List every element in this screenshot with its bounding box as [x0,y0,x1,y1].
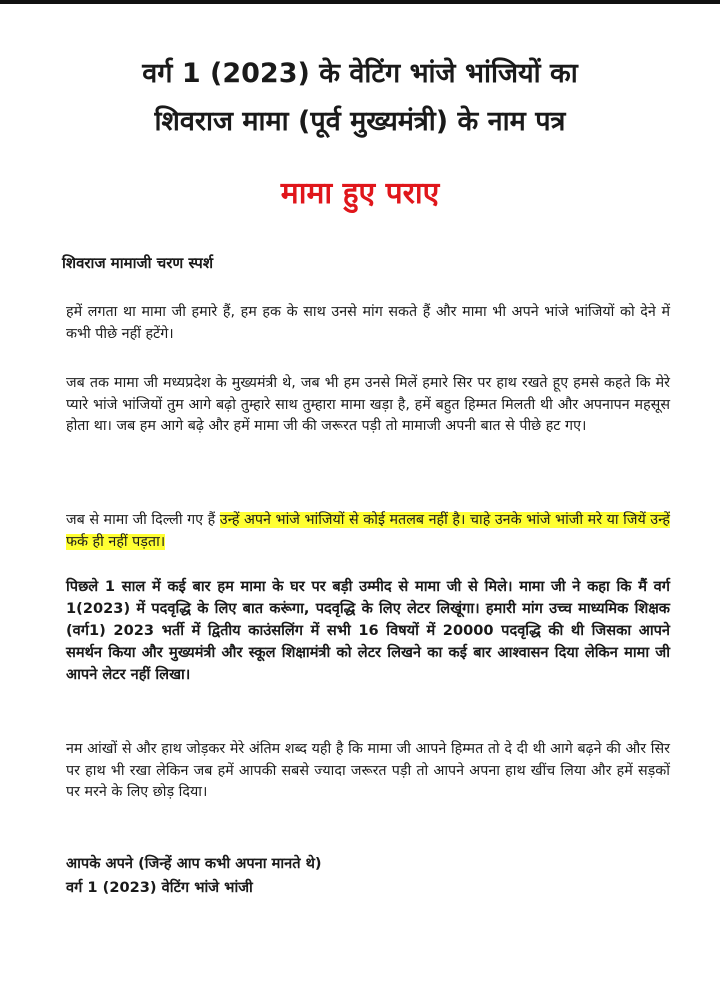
title-line-1: वर्ग 1 (2023) के वेटिंग भांजे भांजियों का [142,58,578,89]
signoff-line-1: आपके अपने (जिन्हें आप कभी अपना मानते थे) [66,855,322,872]
paragraph-3 [66,510,670,553]
paragraph-3-plain-text: जब से मामा जी दिल्ली गए हैं [66,512,220,528]
paragraph-4: पिछले 1 साल में कई बार हम मामा के घर पर बड़ी उम्मीद से मामा जी से मिले। मामा जी ने कहा कि मैं वर्ग 1(2023) में पदवृद्धि के लिए बात करूंगा, पदवृद्धि के लिए लेटर लिखूंगा। हमारी मांग उच्च माध्यमिक शिक्षक (वर्ग1) 2023 भर्ती में द्वितीय काउंसलिंग में सभी 16 विषयों में 20000 पदवृद्धि की थी जिसका आपने समर्थन किया और मुख्यमंत्री और स्कूल शिक्षामंत्री को लेटर लिखने का कई बार आश्वासन दिया लेकिन मामा जी आपने लेटर नहीं लिखा। [66,578,670,683]
paragraph-1: हमें लगता था मामा जी हमारे हैं, हम हक के साथ उनसे मांग सकते हैं और मामा भी अपने भांजे भांजियों को देने में कभी पीछे नहीं हटेंगे। [66,304,670,342]
letter-subtitle: मामा हुए पराए [280,176,440,211]
paragraph-2: जब तक मामा जी मध्यप्रदेश के मुख्यमंत्री थे, जब भी हम उनसे मिलें हमारे सिर पर हाथ रखते हूए हमसे कहते कि मेरे प्यारे भांजे भांजियों तुम आगे बढ़ो तुम्हारे साथ तुम्हारा मामा खड़ा है, हमें बहुत हिम्मत मिलती थी और अपनापन महसूस होता था। जब हम आगे बढ़े और हमें मामा जी की जरूरत पड़ी तो मामाजी अपनी बात से पीछे हट गए। [66,375,670,434]
highlighted-text: उन्हें अपने भांजे भांजियों से कोई मतलब नहीं है। चाहे उनके भांजे भांजी मरे या जियें उन्हें फर्क ही नहीं पड़ता। [66,512,670,550]
letter-title [0,50,720,146]
signoff [66,852,322,900]
title-line-2: शिवराज मामा (पूर्व मुख्यमंत्री) के नाम पत्र [154,106,566,137]
paragraph-5: नम आंखों से और हाथ जोड़कर मेरे अंतिम शब्द यही है कि मामा जी आपने हिम्मत तो दे दी थी आगे बढ़ने की और सिर पर हाथ भी रखा लेकिन जब हमें आपकी सबसे ज्यादा जरूरत पड़ी तो आपने अपना हाथ खींच लिया और हमें सड़कों पर मरने के लिए छोड़ दिया। [66,741,670,800]
signoff-line-2: वर्ग 1 (2023) वेटिंग भांजे भांजी [66,879,253,896]
salutation: शिवराज मामाजी चरण स्पर्श [62,254,214,272]
